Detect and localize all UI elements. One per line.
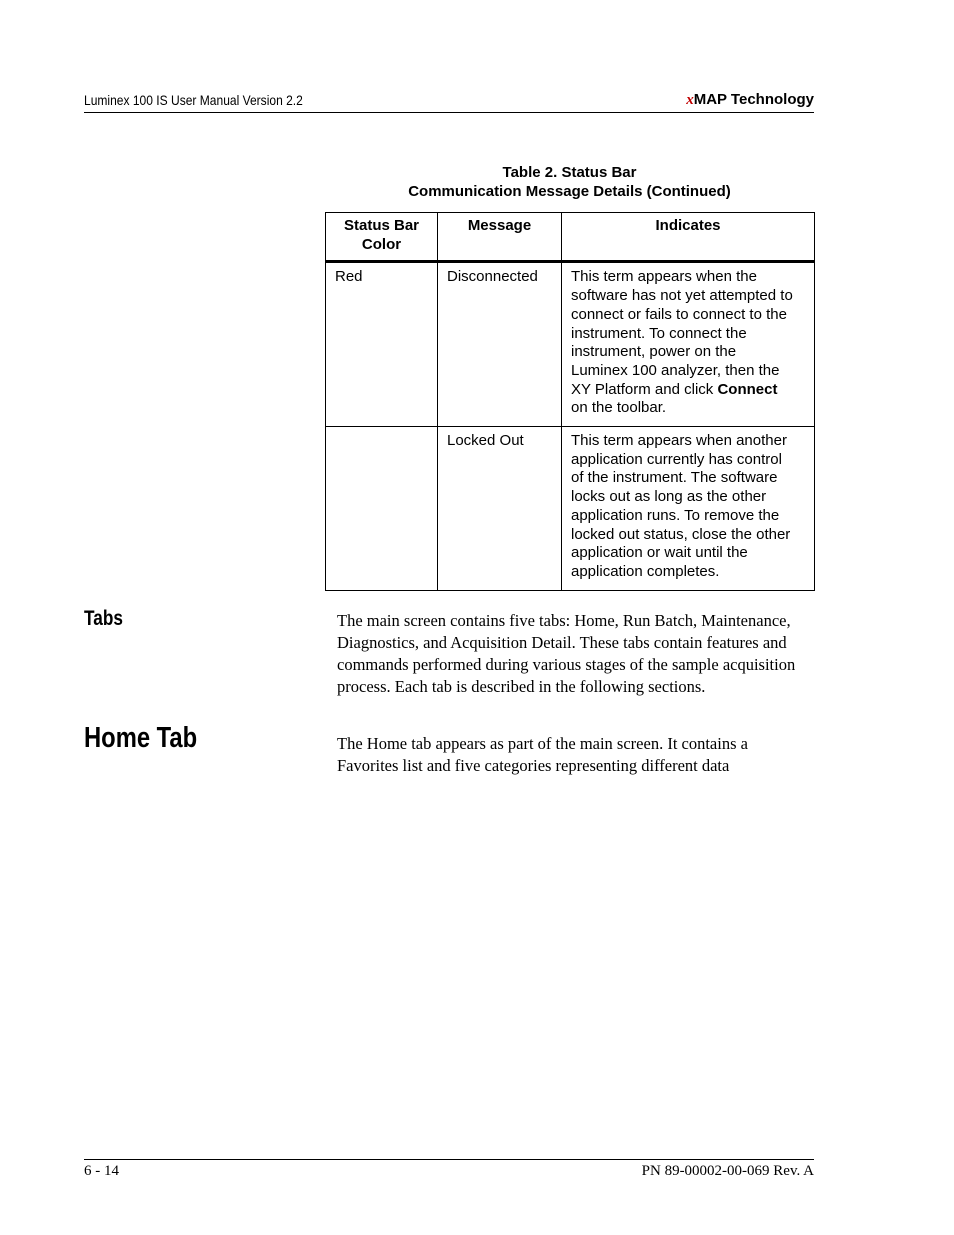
indicates-text: XY Platform and click <box>571 380 718 398</box>
running-header-brand <box>686 91 814 109</box>
cell-indicates <box>562 262 815 427</box>
section-body-tabs <box>337 610 817 698</box>
table-caption-line1: Table 2. Status Bar <box>502 164 637 181</box>
body-line: The main screen contains five tabs: Home, Run Batch, Maintenance, <box>337 611 791 630</box>
cell-color <box>326 427 438 591</box>
section-body-home-tab <box>337 733 817 777</box>
table-row <box>326 427 815 591</box>
table-row <box>326 262 815 427</box>
indicates-line: Luminex 100 analyzer, then the <box>571 361 780 379</box>
column-header-indicates: Indicates <box>562 213 815 262</box>
cell-message: Locked Out <box>438 427 562 591</box>
table-caption <box>325 163 814 201</box>
cell-message: Disconnected <box>438 262 562 427</box>
indicates-line: instrument, power on the <box>571 343 737 361</box>
table-caption-line2: Communication Message Details (Continued) <box>408 183 731 200</box>
running-header-title: Luminex 100 IS User Manual Version 2.2 <box>84 92 303 108</box>
indicates-line: application completes. <box>571 562 720 580</box>
indicates-line: on the toolbar. <box>571 399 667 417</box>
indicates-line: software has not yet attempted to <box>571 287 793 305</box>
body-line: process. Each tab is described in the following sections. <box>337 677 706 696</box>
connect-keyword: Connect <box>717 380 778 398</box>
table-header-row <box>326 213 815 262</box>
status-bar-table <box>325 212 815 591</box>
column-header-message: Message <box>438 213 562 262</box>
header-rule <box>84 112 814 113</box>
indicates-line: application currently has control <box>571 450 782 468</box>
body-line: commands performed during various stages of the sample acquisition <box>337 655 796 674</box>
column-header-color: Status Bar Color <box>326 213 438 262</box>
cell-color: Red <box>326 262 438 427</box>
footer-rule <box>84 1159 814 1160</box>
brand-x: x <box>686 92 694 108</box>
cell-indicates <box>562 427 815 591</box>
indicates-line: locks out as long as the other <box>571 488 767 506</box>
body-line: Diagnostics, and Acquisition Detail. These tabs contain features and <box>337 633 787 652</box>
part-number: PN 89-00002-00-069 Rev. A <box>641 1163 814 1179</box>
indicates-line: of the instrument. The software <box>571 469 778 487</box>
indicates-line: application runs. To remove the <box>571 506 780 524</box>
indicates-line: instrument. To connect the <box>571 324 747 342</box>
indicates-line: This term appears when another <box>571 432 787 450</box>
indicates-line: This term appears when the <box>571 268 757 286</box>
body-line: The Home tab appears as part of the main screen. It contains a <box>337 734 748 753</box>
page-number: 6 - 14 <box>84 1163 119 1179</box>
section-heading-home-tab: Home Tab <box>84 722 198 754</box>
indicates-line: locked out status, close the other <box>571 525 791 543</box>
body-line: Favorites list and five categories representing different data <box>337 756 730 775</box>
section-heading-tabs: Tabs <box>84 607 123 630</box>
indicates-line <box>571 381 805 400</box>
brand-rest: MAP Technology <box>693 91 814 108</box>
indicates-line: application or wait until the <box>571 544 748 562</box>
indicates-line: connect or fails to connect to the <box>571 305 787 323</box>
